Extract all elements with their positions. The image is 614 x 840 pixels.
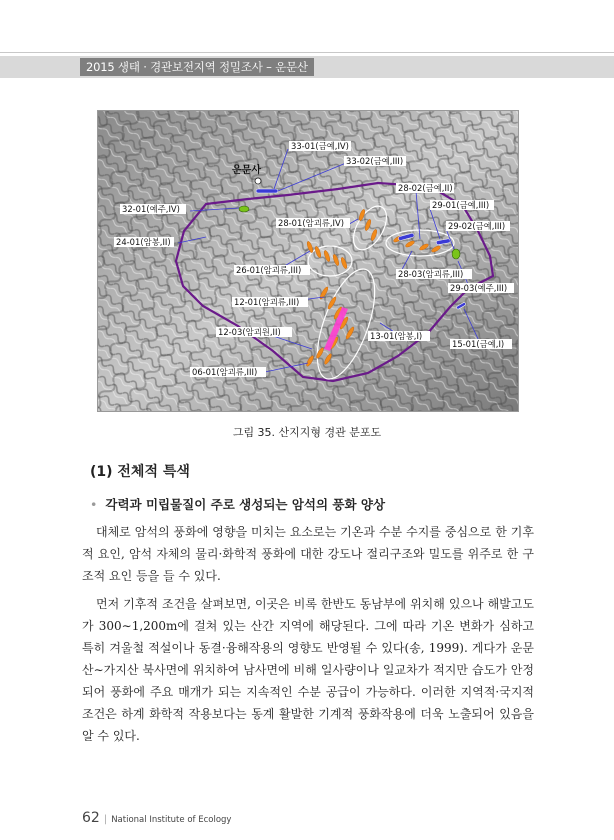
subheading-text: 각력과 미립물질이 주로 생성되는 암석의 풍화 양상 <box>105 497 386 512</box>
footer-institute: National Institute of Ecology <box>111 815 232 825</box>
site-label: 15-01(금예,I) <box>452 339 505 349</box>
place-label: 운문사 <box>232 165 261 176</box>
site-label: 12-03(암괴원,II) <box>218 327 281 337</box>
header-rule <box>0 52 614 53</box>
site-label: 13-01(암봉,I) <box>370 331 423 341</box>
temple-marker <box>255 178 261 184</box>
landscape-distribution-map <box>97 110 519 412</box>
site-label: 06-01(암괴류,III) <box>192 367 258 377</box>
page-footer <box>82 810 231 826</box>
site-label: 33-01(금예,IV) <box>291 141 349 151</box>
subheading <box>90 495 385 513</box>
site-label: 29-02(금예,III) <box>448 221 506 231</box>
site-label: 33-02(금예,III) <box>346 156 404 166</box>
site-label: 28-02(금예,II) <box>398 183 453 193</box>
site-label: 29-01(금예,III) <box>432 200 490 210</box>
site-label: 28-01(암괴류,IV) <box>278 218 345 228</box>
site-label: 12-01(암괴류,III) <box>234 297 300 307</box>
site-label: 26-01(암괴류,III) <box>236 265 302 275</box>
site-label: 32-01(예주,IV) <box>122 204 180 214</box>
footer-separator: | <box>103 814 108 825</box>
site-label: 28-03(암괴류,III) <box>398 269 464 279</box>
running-title: 2015 생태 · 경관보전지역 정밀조사 – 운문산 <box>80 58 314 76</box>
page-number: 62 <box>82 810 100 826</box>
figure-caption: 그림 35. 산지지형 경관 분포도 <box>232 426 382 439</box>
section-title: (1) 전체적 특색 <box>90 464 190 480</box>
site-label: 24-01(암봉,II) <box>116 237 171 247</box>
map-svg <box>98 111 518 411</box>
body-paragraph-2: 먼저 기후적 조건을 살펴보면, 이곳은 비록 한반도 동남부에 위치해 있으나 해발고도가 300∼1,200m에 걸쳐 있는 산간 지역에 해당된다. 그에 따라 기온 변화가 심하고 특히 겨울철 적설이나 동결·융해작용의 영향도 반영될 수 있다(송, 1999). 게다가 운문산∼가지산 북사면에 위치하여 남사면에 비해 일사량이나 일교차가 적지만 습도가 안정되어 풍화에 주요 매개가 되는 지속적인 수분 공급이 가능하다. 이러한 지역적·국지적 조건은 하계 화학적 작용보다는 동계 활발한 기계적 풍화작용에 더욱 노출되어 있음을 알 수 있다. <box>82 597 534 743</box>
body-paragraph-1: 대체로 암석의 풍화에 영향을 미치는 요소로는 기온과 수분 수지를 중심으로 한 기후적 요인, 암석 자체의 물리·화학적 풍화에 대한 강도나 절리구조와 밀도를 위주로 한 구조적 요인 등을 들 수 있다. <box>82 525 534 583</box>
site-label: 29-03(예주,III) <box>450 283 508 293</box>
bullet-icon: • <box>90 497 98 512</box>
